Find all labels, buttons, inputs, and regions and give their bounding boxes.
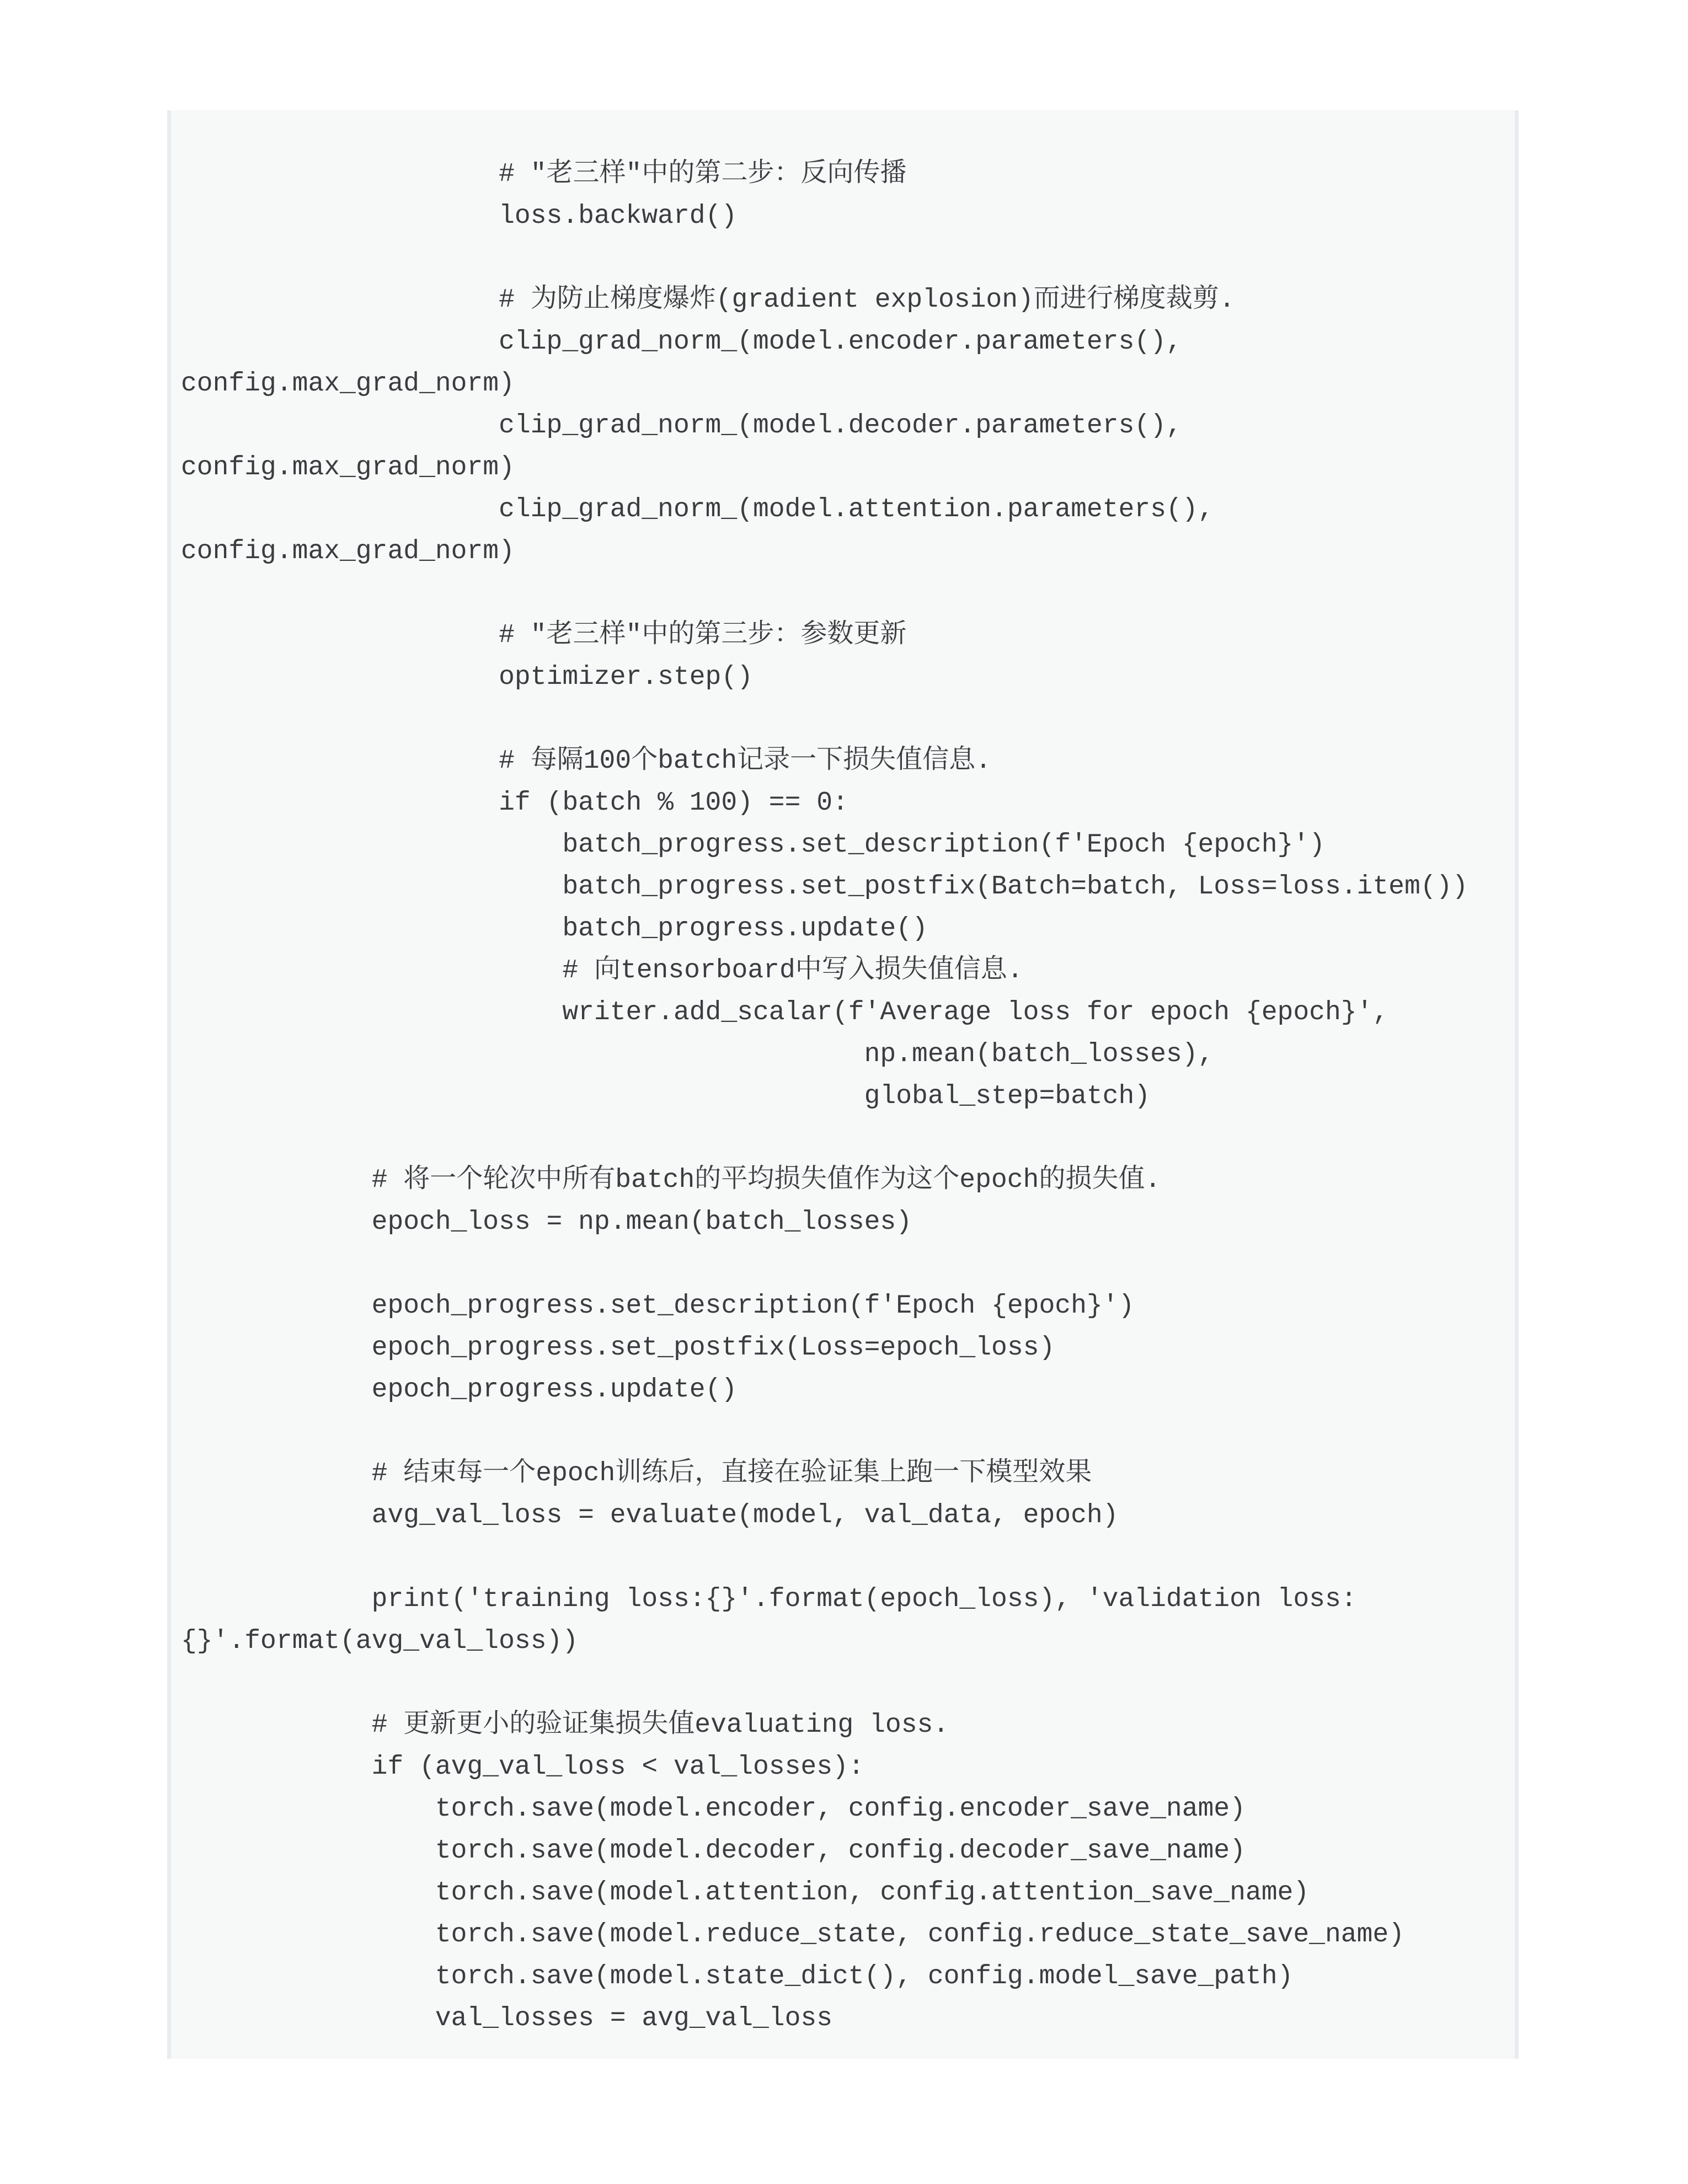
code-line: optimizer.step() [181, 662, 753, 692]
code-line [181, 1243, 1507, 1285]
code-line: # 将一个轮次中所有batch的平均损失值作为这个epoch的损失值. [181, 1165, 1161, 1195]
code-line: batch_progress.update() [181, 914, 928, 944]
code-line [181, 572, 1507, 614]
code-line: torch.save(model.encoder, config.encoder_save_name) [181, 1794, 1246, 1824]
code-line: writer.add_scalar(f'Average loss for epoch {epoch}', [181, 998, 1389, 1027]
code-line: epoch_progress.set_description(f'Epoch {epoch}') [181, 1291, 1135, 1321]
code-line: val_losses = avg_val_loss [181, 2004, 832, 2033]
code-line: torch.save(model.state_dict(), config.model_save_path) [181, 1962, 1294, 1992]
code-line: config.max_grad_norm) [181, 453, 515, 483]
code-line: if (batch % 100) == 0: [181, 788, 848, 818]
code-line: clip_grad_norm_(model.encoder.parameters(), [181, 327, 1182, 357]
code-line: clip_grad_norm_(model.attention.parameters(), [181, 495, 1214, 524]
code-line: np.mean(batch_losses), [181, 1040, 1214, 1069]
code-line: # 结束每一个epoch训练后，直接在验证集上跑一下模型效果 [181, 1459, 1092, 1489]
code-line [181, 1411, 1507, 1453]
code-line [181, 698, 1507, 740]
code-block[interactable] [167, 110, 1519, 2059]
code-line: epoch_loss = np.mean(batch_losses) [181, 1207, 912, 1237]
code-line: # 向tensorboard中写入损失值信息. [181, 956, 1023, 986]
code-line: torch.save(model.attention, config.attention_save_name) [181, 1878, 1310, 1908]
code-line: # "老三样"中的第二步：反向传播 [181, 159, 907, 189]
code-line: # 更新更小的验证集损失值evaluating loss. [181, 1710, 949, 1740]
code-line: if (avg_val_loss < val_losses): [181, 1752, 864, 1782]
code-line: config.max_grad_norm) [181, 369, 515, 399]
code-line: config.max_grad_norm) [181, 537, 515, 566]
code-line [181, 1117, 1507, 1159]
code-line: batch_progress.set_description(f'Epoch {epoch}') [181, 830, 1325, 860]
code-line [181, 1662, 1507, 1704]
code-line: global_step=batch) [181, 1082, 1151, 1111]
code-line: # 为防止梯度爆炸(gradient explosion)而进行梯度裁剪. [181, 285, 1235, 315]
code-line: avg_val_loss = evaluate(model, val_data, epoch) [181, 1501, 1119, 1530]
code-line: # "老三样"中的第三步：参数更新 [181, 620, 907, 650]
code-line [181, 237, 1507, 279]
code-line: loss.backward() [181, 201, 738, 231]
code-line: {}'.format(avg_val_loss)) [181, 1626, 579, 1656]
code-line: epoch_progress.set_postfix(Loss=epoch_loss) [181, 1333, 1055, 1363]
code-line: batch_progress.set_postfix(Batch=batch, Loss=loss.item()) [181, 872, 1468, 902]
code-line: print('training loss:{}'.format(epoch_loss), 'validation loss: [181, 1585, 1357, 1614]
code-line: clip_grad_norm_(model.decoder.parameters(), [181, 411, 1182, 441]
code-line: torch.save(model.decoder, config.decoder_save_name) [181, 1836, 1246, 1866]
code-line: torch.save(model.reduce_state, config.reduce_state_save_name) [181, 1920, 1404, 1950]
code-line: epoch_progress.update() [181, 1375, 738, 1405]
code-line [181, 1537, 1507, 1578]
code-line: # 每隔100个batch记录一下损失值信息. [181, 746, 991, 776]
